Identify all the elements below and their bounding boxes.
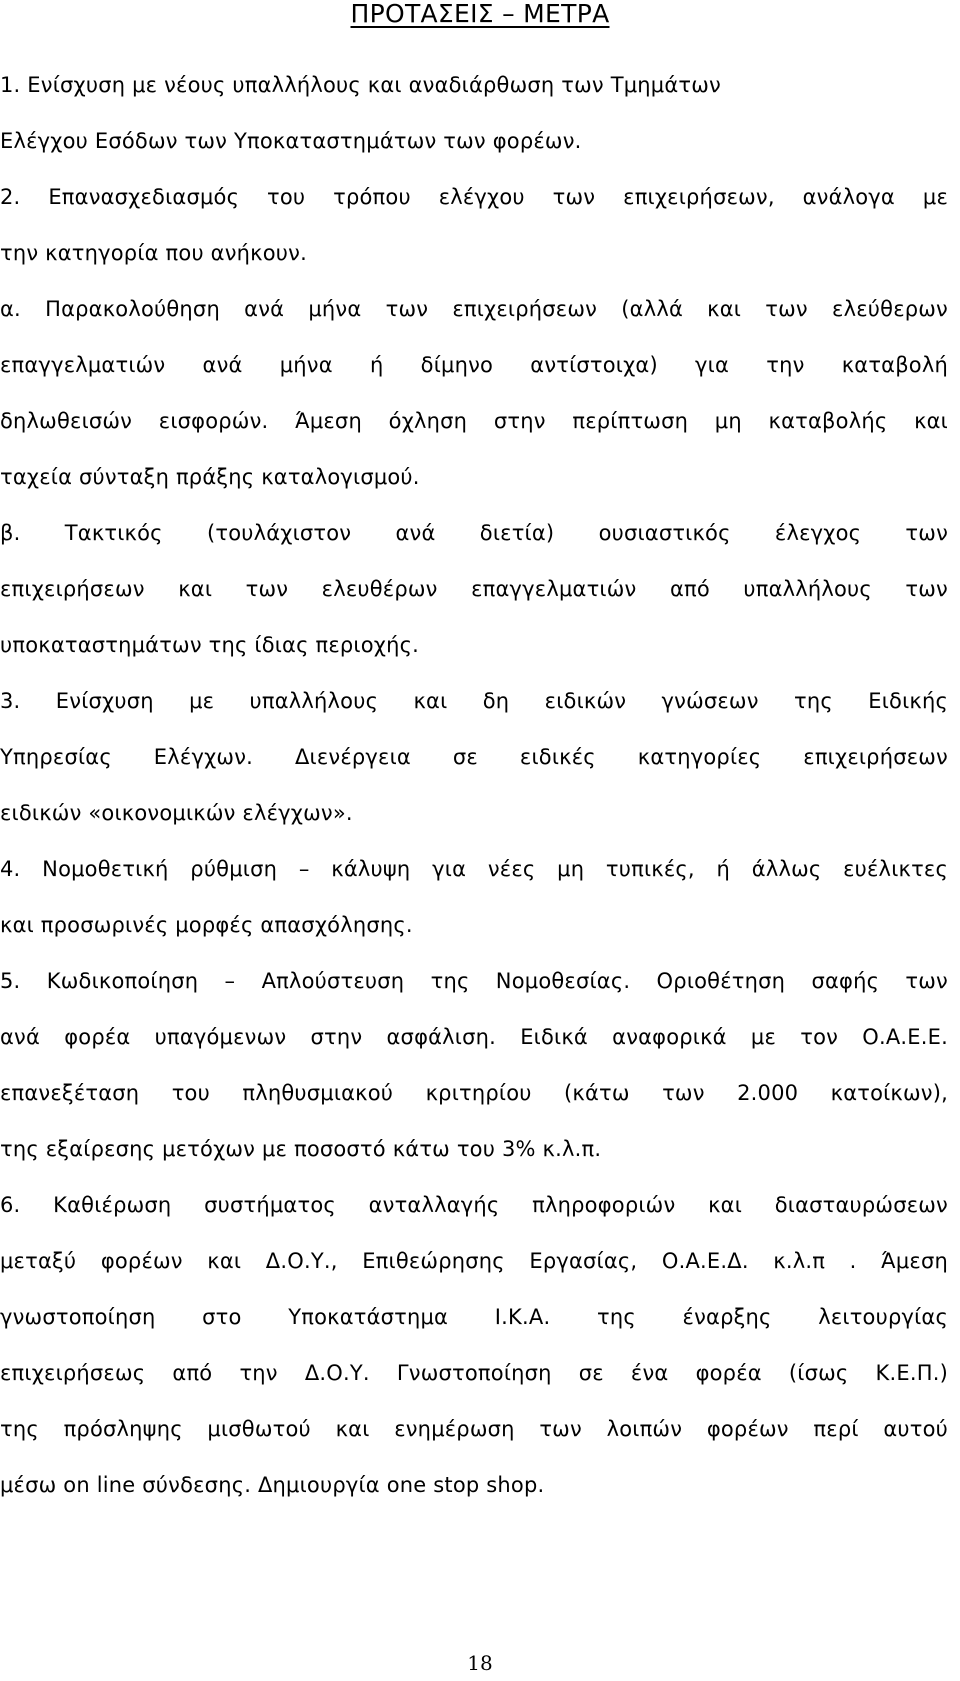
text-line: ανά φορέα υπαγόμενων στην ασφάλιση. Ειδικά αναφορικά με τον Ο.Α.Ε.Ε. [0, 1025, 948, 1049]
text-line: την κατηγορία που ανήκουν. [0, 241, 307, 265]
text-line: επαγγελματιών ανά μήνα ή δίμηνο αντίστοιχα) για την καταβολή [0, 353, 948, 377]
text-line: της πρόσληψης μισθωτού και ενημέρωση των λοιπών φορέων περί αυτού [0, 1417, 948, 1441]
text-line: 2. Επανασχεδιασμός του τρόπου ελέγχου των επιχειρήσεων, ανάλογα με [0, 185, 948, 209]
text-line: 6. Καθιέρωση συστήματος ανταλλαγής πληροφοριών και διασταυρώσεων [0, 1193, 948, 1217]
text-line: μεταξύ φορέων και Δ.Ο.Υ., Επιθεώρησης Εργασίας, Ο.Α.Ε.Δ. κ.λ.π . Άμεση [0, 1249, 948, 1273]
text-line: ταχεία σύνταξη πράξης καταλογισμού. [0, 465, 420, 489]
text-line: Υπηρεσίας Ελέγχων. Διενέργεια σε ειδικές κατηγορίες επιχειρήσεων [0, 745, 948, 769]
text-line: 3. Ενίσχυση με υπαλλήλους και δη ειδικών γνώσεων της Ειδικής [0, 689, 948, 713]
text-line: β. Τακτικός (τουλάχιστον ανά διετία) ουσιαστικός έλεγχος των [0, 521, 948, 545]
text-line: και προσωρινές μορφές απασχόλησης. [0, 913, 413, 937]
text-line: επιχειρήσεως από την Δ.Ο.Υ. Γνωστοποίηση σε ένα φορέα (ίσως Κ.Ε.Π.) [0, 1361, 948, 1385]
text-line: επανεξέταση του πληθυσμιακού κριτηρίου (κάτω των 2.000 κατοίκων), [0, 1081, 948, 1105]
text-line: υποκαταστημάτων της ίδιας περιοχής. [0, 633, 420, 657]
text-line: δηλωθεισών εισφορών. Άμεση όχληση στην περίπτωση μη καταβολής και [0, 409, 948, 433]
text-line: 4. Νομοθετική ρύθμιση – κάλυψη για νέες μη τυπικές, ή άλλως ευέλικτες [0, 857, 948, 881]
text-line: γνωστοποίηση στο Υποκατάστημα Ι.Κ.Α. της έναρξης λειτουργίας [0, 1305, 948, 1329]
text-line: επιχειρήσεων και των ελευθέρων επαγγελματιών από υπαλλήλους των [0, 577, 948, 601]
text-line: μέσω on line σύνδεσης. Δημιουργία one stop shop. [0, 1473, 545, 1497]
page-number: 18 [467, 1651, 493, 1675]
page-title: ΠΡΟΤΑΣΕΙΣ – ΜΕΤΡΑ [350, 0, 610, 28]
text-line: Ελέγχου Εσόδων των Υποκαταστημάτων των φορέων. [0, 129, 582, 153]
text-line: 1. Ενίσχυση με νέους υπαλλήλους και αναδιάρθωση των Τμημάτων [0, 73, 721, 97]
text-line: 5. Κωδικοποίηση – Απλούστευση της Νομοθεσίας. Οριοθέτηση σαφής των [0, 969, 948, 993]
text-line: της εξαίρεσης μετόχων με ποσοστό κάτω του 3% κ.λ.π. [0, 1137, 602, 1161]
text-line: ειδικών «οικονομικών ελέγχων». [0, 801, 353, 825]
text-line: α. Παρακολούθηση ανά μήνα των επιχειρήσεων (αλλά και των ελεύθερων [0, 297, 948, 321]
